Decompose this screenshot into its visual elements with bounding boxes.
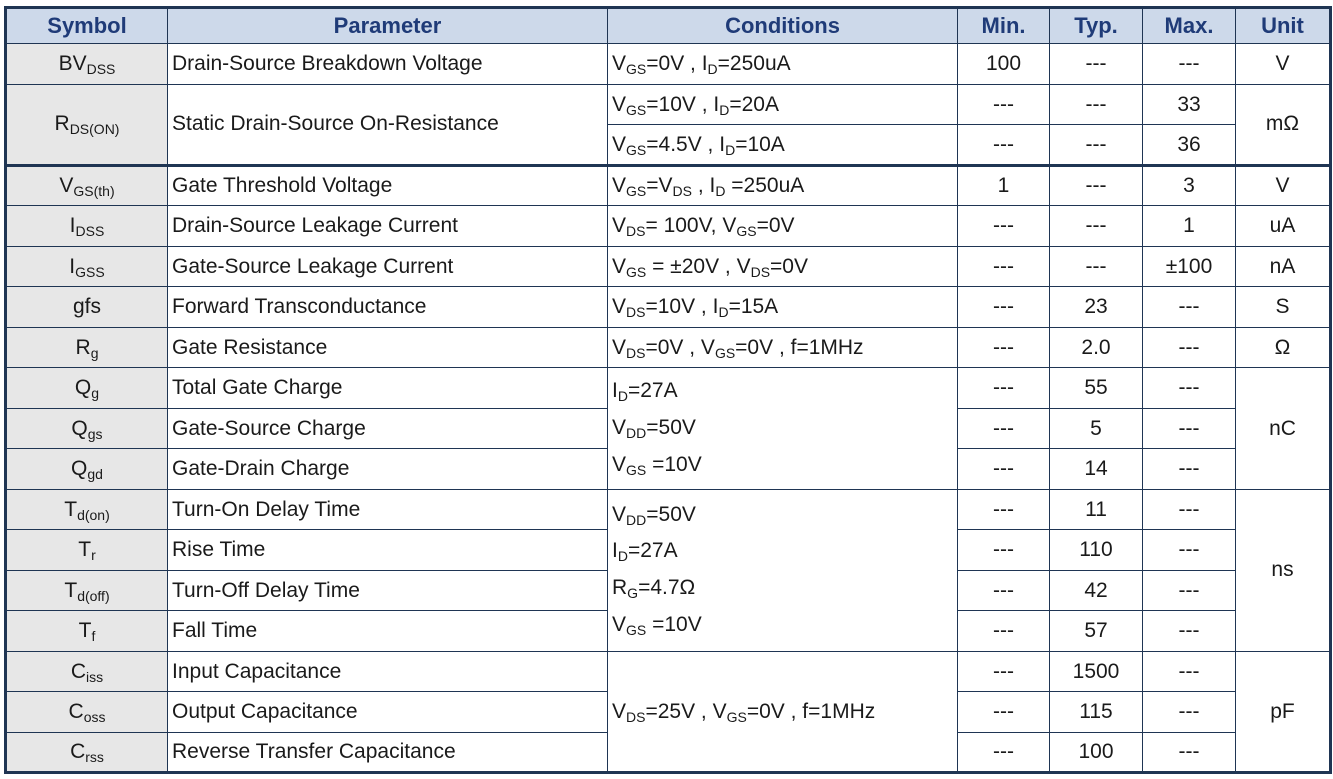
symbol-cell: $Q_{gd}$ xyxy=(6,449,168,490)
header-min: Min. xyxy=(958,8,1050,44)
symbol-cell: $R_{DS(ON)}$ xyxy=(6,84,168,165)
table-row xyxy=(6,84,1331,125)
table-row xyxy=(6,287,1331,328)
conditions-cell: $V_{DS}=0V$ , $V_{GS}=0V$ , f=1MHz xyxy=(608,327,958,368)
table-row xyxy=(6,165,1331,206)
min-cell: --- xyxy=(958,368,1050,409)
conditions-cell: $V_{GS} = \pm 20V$ , $V_{DS}=0V$ xyxy=(608,246,958,287)
symbol-cell: $BV_{DSS}$ xyxy=(6,44,168,85)
max-cell: 36 xyxy=(1143,125,1236,166)
min-cell: 1 xyxy=(958,165,1050,206)
header-parameter: Parameter xyxy=(168,8,608,44)
parameter-cell: Drain-Source Leakage Current xyxy=(168,206,608,247)
parameter-cell: Gate-Source Leakage Current xyxy=(168,246,608,287)
unit-cell: nA xyxy=(1236,246,1331,287)
typ-cell: --- xyxy=(1050,246,1143,287)
parameter-cell: Input Capacitance xyxy=(168,651,608,692)
typ-cell: 14 xyxy=(1050,449,1143,490)
max-cell: 33 xyxy=(1143,84,1236,125)
symbol-cell: gfs xyxy=(6,287,168,328)
symbol-cell: $C_{oss}$ xyxy=(6,692,168,733)
max-cell: --- xyxy=(1143,489,1236,530)
max-cell: --- xyxy=(1143,408,1236,449)
header-conditions: Conditions xyxy=(608,8,958,44)
conditions-cell: $I_D=27A$ $V_{DD}=50V$ $V_{GS} =10V$ xyxy=(608,368,958,490)
header-max: Max. xyxy=(1143,8,1236,44)
typ-cell: 55 xyxy=(1050,368,1143,409)
max-cell: --- xyxy=(1143,692,1236,733)
unit-cell: V xyxy=(1236,165,1331,206)
table-row xyxy=(6,368,1331,409)
unit-cell: ns xyxy=(1236,489,1331,651)
conditions-cell: $V_{DD}=50V$ $I_D=27A$ $R_G=4.7\Omega$ $V_{GS} =10V$ xyxy=(608,489,958,651)
min-cell: --- xyxy=(958,489,1050,530)
conditions-cell: $V_{GS}=0V$ , $I_D=250uA$ xyxy=(608,44,958,85)
parameter-cell: Fall Time xyxy=(168,611,608,652)
max-cell: --- xyxy=(1143,530,1236,571)
min-cell: --- xyxy=(958,570,1050,611)
unit-cell: V xyxy=(1236,44,1331,85)
table-row xyxy=(6,489,1331,530)
max-cell: --- xyxy=(1143,287,1236,328)
symbol-cell: $T_{d(off)}$ xyxy=(6,570,168,611)
symbol-cell: $T_r$ xyxy=(6,530,168,571)
symbol-cell: $Q_{gs}$ xyxy=(6,408,168,449)
conditions-cell: $V_{GS}=V_{DS}$ , $I_D =250uA$ xyxy=(608,165,958,206)
max-cell: 1 xyxy=(1143,206,1236,247)
parameter-cell: Total Gate Charge xyxy=(168,368,608,409)
spec-table-container xyxy=(4,6,1329,774)
typ-cell: --- xyxy=(1050,84,1143,125)
max-cell: --- xyxy=(1143,368,1236,409)
symbol-cell: $T_{d(on)}$ xyxy=(6,489,168,530)
typ-cell: 23 xyxy=(1050,287,1143,328)
typ-cell: --- xyxy=(1050,165,1143,206)
max-cell: --- xyxy=(1143,651,1236,692)
parameter-cell: Reverse Transfer Capacitance xyxy=(168,732,608,773)
unit-cell: mΩ xyxy=(1236,84,1331,165)
typ-cell: 11 xyxy=(1050,489,1143,530)
min-cell: --- xyxy=(958,692,1050,733)
max-cell: --- xyxy=(1143,449,1236,490)
typ-cell: 2.0 xyxy=(1050,327,1143,368)
symbol-cell: $I_{GSS}$ xyxy=(6,246,168,287)
typ-cell: 57 xyxy=(1050,611,1143,652)
unit-cell: pF xyxy=(1236,651,1331,773)
typ-cell: 42 xyxy=(1050,570,1143,611)
parameter-cell: Gate-Drain Charge xyxy=(168,449,608,490)
typ-cell: 110 xyxy=(1050,530,1143,571)
header-symbol: Symbol xyxy=(6,8,168,44)
parameter-cell: Rise Time xyxy=(168,530,608,571)
typ-cell: --- xyxy=(1050,44,1143,85)
symbol-cell: $C_{iss}$ xyxy=(6,651,168,692)
max-cell: --- xyxy=(1143,44,1236,85)
parameter-cell: Turn-Off Delay Time xyxy=(168,570,608,611)
min-cell: --- xyxy=(958,611,1050,652)
typ-cell: 1500 xyxy=(1050,651,1143,692)
symbol-cell: $Q_g$ xyxy=(6,368,168,409)
min-cell: --- xyxy=(958,84,1050,125)
min-cell: --- xyxy=(958,206,1050,247)
parameter-cell: Gate Threshold Voltage xyxy=(168,165,608,206)
unit-cell: S xyxy=(1236,287,1331,328)
table-row xyxy=(6,651,1331,692)
max-cell: --- xyxy=(1143,611,1236,652)
min-cell: --- xyxy=(958,125,1050,166)
max-cell: --- xyxy=(1143,327,1236,368)
min-cell: --- xyxy=(958,732,1050,773)
max-cell: ±100 xyxy=(1143,246,1236,287)
conditions-cell: $V_{DS}= 100V$, $V_{GS}=0V$ xyxy=(608,206,958,247)
conditions-cell: $V_{GS}=4.5V$ , $I_D=10A$ xyxy=(608,125,958,166)
max-cell: 3 xyxy=(1143,165,1236,206)
symbol-cell: $C_{rss}$ xyxy=(6,732,168,773)
min-cell: --- xyxy=(958,408,1050,449)
table-row xyxy=(6,44,1331,85)
electrical-characteristics-table xyxy=(4,6,1332,774)
unit-cell: Ω xyxy=(1236,327,1331,368)
header-typ: Typ. xyxy=(1050,8,1143,44)
table-row xyxy=(6,206,1331,247)
table-row xyxy=(6,327,1331,368)
unit-cell: nC xyxy=(1236,368,1331,490)
min-cell: --- xyxy=(958,246,1050,287)
max-cell: --- xyxy=(1143,732,1236,773)
typ-cell: 5 xyxy=(1050,408,1143,449)
min-cell: --- xyxy=(958,449,1050,490)
typ-cell: 115 xyxy=(1050,692,1143,733)
min-cell: --- xyxy=(958,327,1050,368)
typ-cell: --- xyxy=(1050,125,1143,166)
parameter-cell: Output Capacitance xyxy=(168,692,608,733)
parameter-cell: Gate-Source Charge xyxy=(168,408,608,449)
conditions-cell: $V_{GS}=10V$ , $I_D=20A$ xyxy=(608,84,958,125)
min-cell: 100 xyxy=(958,44,1050,85)
parameter-cell: Drain-Source Breakdown Voltage xyxy=(168,44,608,85)
header-unit: Unit xyxy=(1236,8,1331,44)
unit-cell: uA xyxy=(1236,206,1331,247)
symbol-cell: $R_g$ xyxy=(6,327,168,368)
header-row xyxy=(6,8,1331,44)
min-cell: --- xyxy=(958,530,1050,571)
parameter-cell: Forward Transconductance xyxy=(168,287,608,328)
min-cell: --- xyxy=(958,287,1050,328)
min-cell: --- xyxy=(958,651,1050,692)
conditions-cell: $V_{DS}=10V$ , $I_D=15A$ xyxy=(608,287,958,328)
symbol-cell: $I_{DSS}$ xyxy=(6,206,168,247)
typ-cell: --- xyxy=(1050,206,1143,247)
conditions-cell: $V_{DS}=25V$ , $V_{GS}=0V$ , f=1MHz xyxy=(608,651,958,773)
symbol-cell: $V_{GS(th)}$ xyxy=(6,165,168,206)
parameter-cell: Static Drain-Source On-Resistance xyxy=(168,84,608,165)
table-row xyxy=(6,246,1331,287)
parameter-cell: Turn-On Delay Time xyxy=(168,489,608,530)
typ-cell: 100 xyxy=(1050,732,1143,773)
max-cell: --- xyxy=(1143,570,1236,611)
parameter-cell: Gate Resistance xyxy=(168,327,608,368)
symbol-cell: $T_f$ xyxy=(6,611,168,652)
